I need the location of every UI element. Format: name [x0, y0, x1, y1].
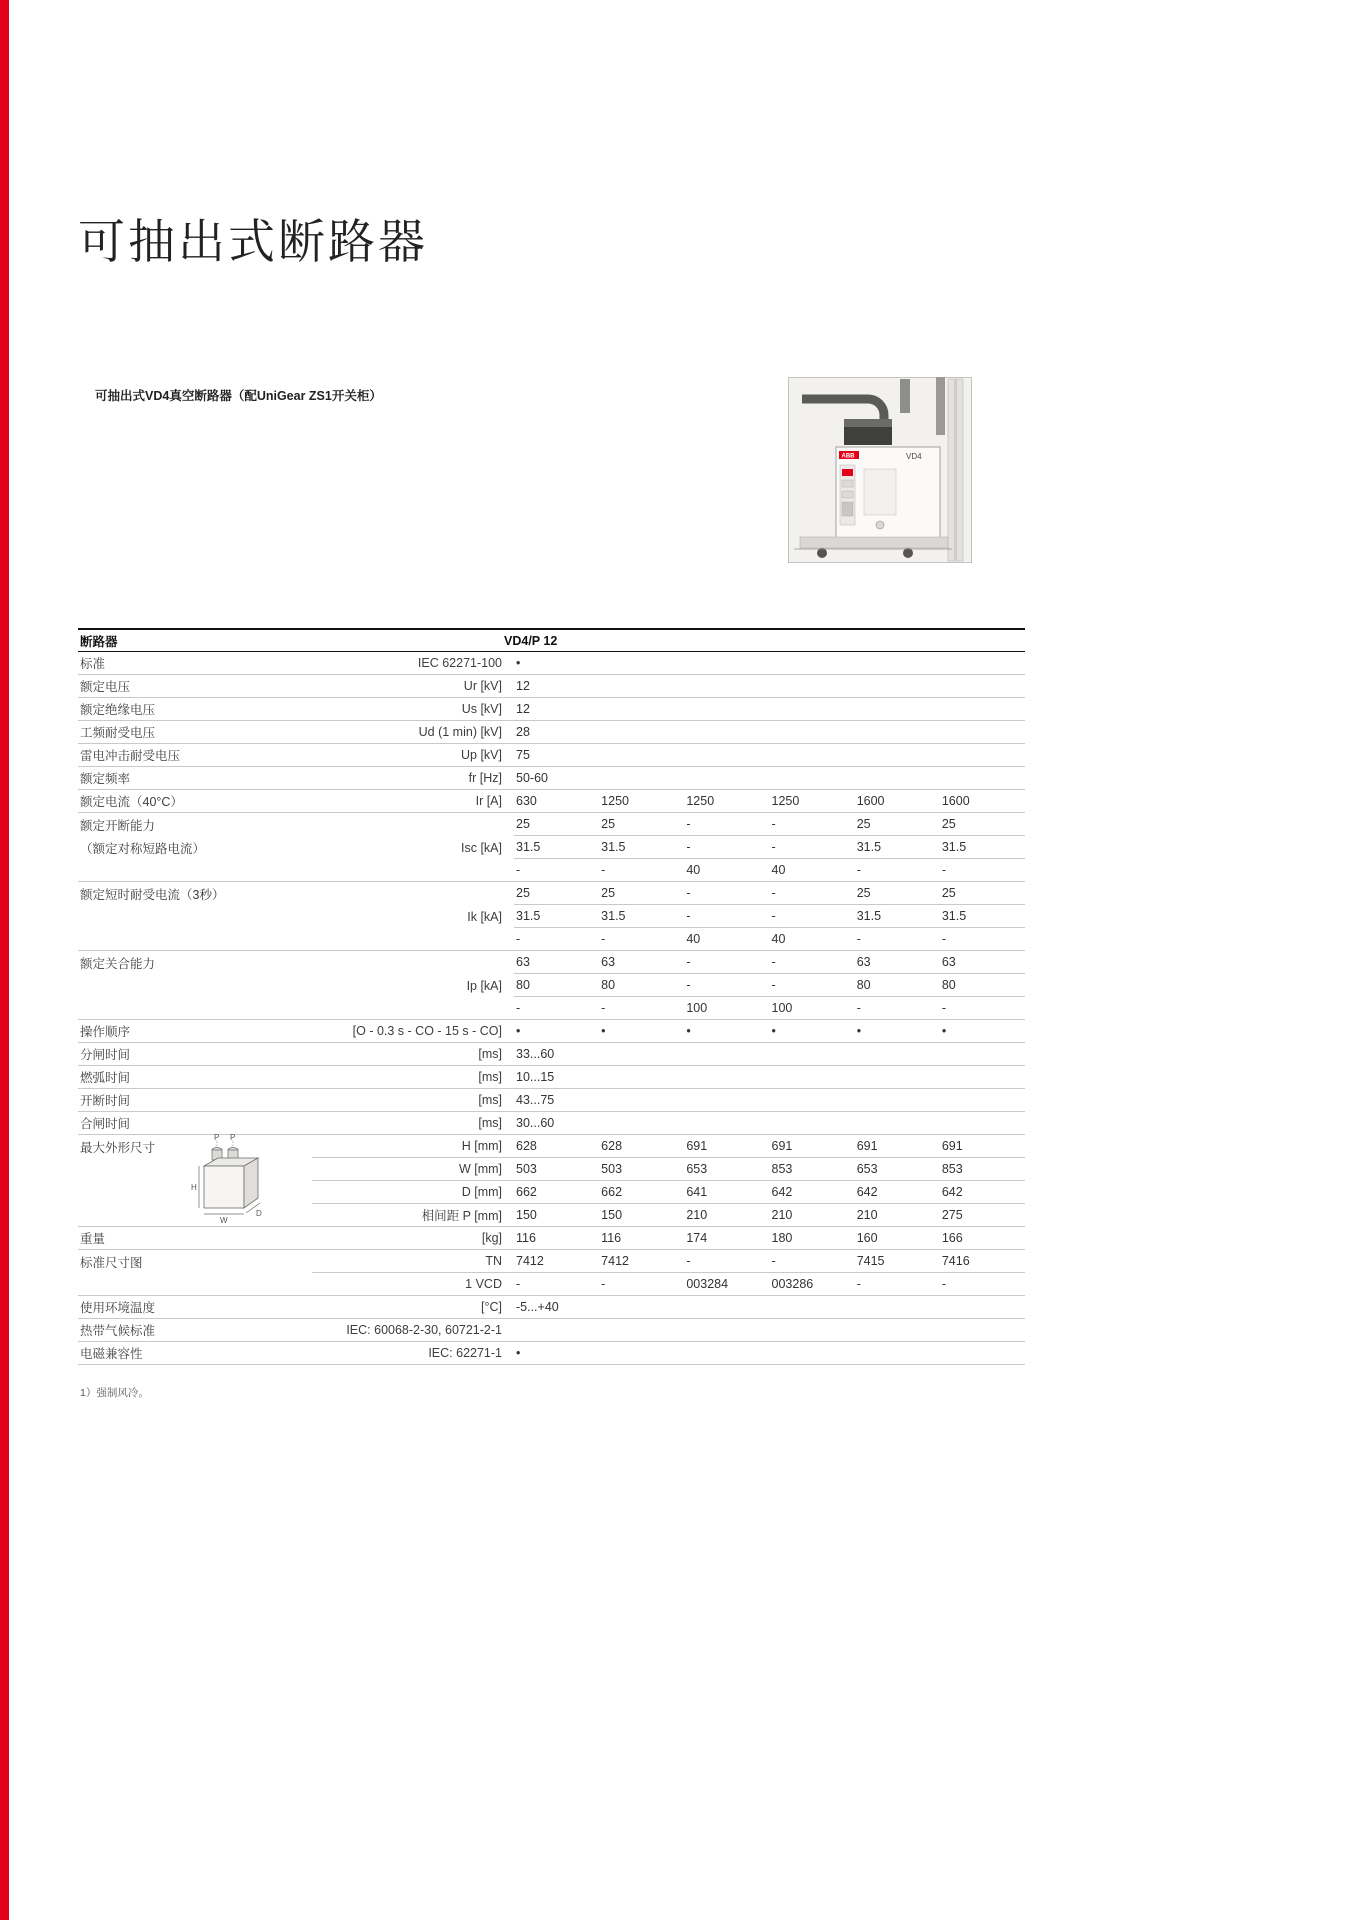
row-label: 额定频率: [78, 767, 312, 790]
row-label: 重量: [78, 1227, 312, 1250]
row-param: [312, 951, 514, 974]
table-row: [78, 790, 1025, 813]
row-value: 853: [941, 1162, 963, 1176]
row-values: [514, 675, 1025, 698]
row-value: 7412: [516, 1254, 544, 1268]
table-row: [78, 836, 1025, 859]
row-value: •: [941, 1024, 947, 1038]
row-values: [514, 1342, 1025, 1365]
row-value: 642: [856, 1185, 878, 1199]
row-value: 853: [771, 1162, 793, 1176]
table-row: [78, 928, 1025, 951]
row-values: [514, 721, 1025, 744]
row-value: 25: [856, 886, 871, 900]
row-value: -: [516, 1277, 521, 1291]
row-values: [514, 1296, 1025, 1319]
table-row: [78, 905, 1025, 928]
row-param: [ms]: [312, 1112, 514, 1135]
row-value: 628: [601, 1139, 623, 1153]
row-value: 80: [856, 978, 871, 992]
row-value: 653: [686, 1162, 708, 1176]
row-param: IEC: 60068-2-30, 60721-2-1: [312, 1319, 514, 1342]
row-label: [78, 905, 312, 928]
row-value: -: [601, 1277, 606, 1291]
table-header-model: VD4/P 12: [504, 633, 558, 648]
table-row: [78, 951, 1025, 974]
row-value: -: [686, 840, 691, 854]
row-value: 150: [516, 1208, 537, 1222]
row-value: 40: [686, 932, 701, 946]
row-value: 31.5: [601, 909, 626, 923]
row-values: [514, 698, 1025, 721]
row-value: -: [941, 932, 947, 946]
row-label: 额定开断能力: [80, 818, 156, 833]
product-image: [788, 377, 972, 563]
row-value: 80: [941, 978, 956, 992]
row-values: [514, 1204, 1025, 1227]
table-row: [78, 1043, 1025, 1066]
row-value: 25: [941, 817, 956, 831]
row-label: 额定绝缘电压: [78, 698, 312, 721]
row-value: 174: [686, 1231, 708, 1245]
row-value: 75: [516, 748, 530, 762]
row-values: [514, 1319, 1025, 1342]
row-value: 503: [516, 1162, 537, 1176]
table-row: [78, 721, 1025, 744]
row-param: [kg]: [312, 1227, 514, 1250]
row-values: [514, 928, 1025, 951]
table-row: [78, 1342, 1025, 1365]
table-rows: [78, 652, 1025, 1365]
row-value: -: [856, 863, 861, 877]
row-value: 641: [686, 1185, 708, 1199]
row-value: -: [686, 817, 691, 831]
row-value: -5...+40: [516, 1300, 559, 1314]
row-label: 工频耐受电压: [78, 721, 312, 744]
breaker-illustration: [788, 377, 972, 563]
row-value: 12: [516, 679, 530, 693]
row-param: [ms]: [312, 1066, 514, 1089]
row-value: 003286: [771, 1277, 814, 1291]
row-label: 热带气候标准: [78, 1319, 312, 1342]
row-value: 1250: [686, 794, 715, 808]
spec-table: [78, 628, 1025, 1365]
row-param: Ik [kA]: [467, 909, 502, 924]
row-value: -: [771, 909, 776, 923]
row-value: -: [856, 1277, 861, 1291]
row-value: 80: [516, 978, 530, 992]
row-param: Ur [kV]: [312, 675, 514, 698]
dim-w-label: W: [220, 1216, 228, 1224]
row-values: [514, 1250, 1025, 1273]
row-value: 662: [601, 1185, 623, 1199]
footnote: 1）强制风冷。: [80, 1387, 149, 1399]
row-values: [514, 767, 1025, 790]
row-label: [78, 997, 312, 1020]
row-param: H [mm]: [312, 1135, 514, 1158]
row-value: 40: [686, 863, 701, 877]
row-value: 691: [771, 1139, 793, 1153]
row-value: 160: [856, 1231, 878, 1245]
row-label: 合闸时间: [78, 1112, 312, 1135]
row-param: Us [kV]: [312, 698, 514, 721]
row-value: [514, 1319, 1025, 1341]
row-value: 003284: [686, 1277, 729, 1291]
row-values: [514, 1227, 1025, 1250]
table-row: [78, 997, 1025, 1020]
row-value: -: [771, 817, 776, 831]
row-value: -: [941, 863, 947, 877]
row-values: [514, 1043, 1025, 1066]
table-row: [78, 1250, 1025, 1273]
row-value: -: [601, 863, 606, 877]
row-value: 691: [686, 1139, 708, 1153]
table-row: [78, 767, 1025, 790]
row-value: 662: [516, 1185, 537, 1199]
row-value: •: [516, 1346, 521, 1360]
row-value: 1600: [856, 794, 885, 808]
row-param: [°C]: [312, 1296, 514, 1319]
table-header-label: 断路器: [80, 634, 118, 649]
table-row: [78, 1273, 1025, 1296]
row-values: [514, 1273, 1025, 1296]
row-label: 标准: [78, 652, 312, 675]
row-values: [514, 905, 1025, 928]
row-value: 116: [601, 1231, 622, 1245]
row-value: 1250: [771, 794, 800, 808]
table-header: [78, 628, 1025, 652]
row-param: 相间距 P [mm]: [312, 1204, 514, 1227]
row-value: 642: [941, 1185, 963, 1199]
row-value: -: [516, 1001, 521, 1015]
product-caption: 可抽出式VD4真空断路器（配UniGear ZS1开关柜）: [95, 389, 382, 403]
row-param: [312, 813, 514, 836]
row-value: -: [941, 1277, 947, 1291]
row-label: 最大外形尺寸: [80, 1140, 156, 1155]
row-param: Isc [kA]: [461, 840, 502, 855]
row-param: D [mm]: [312, 1181, 514, 1204]
row-value: -: [516, 932, 521, 946]
row-value: 691: [941, 1139, 963, 1153]
table-row: [78, 813, 1025, 836]
row-values: [514, 1020, 1025, 1043]
row-value: 7415: [856, 1254, 885, 1268]
row-value: -: [771, 840, 776, 854]
row-value: 31.5: [941, 840, 967, 854]
row-values: [514, 1089, 1025, 1112]
table-row: [78, 1319, 1025, 1342]
row-value: 642: [771, 1185, 793, 1199]
row-label: [78, 974, 312, 997]
row-value: -: [856, 1001, 861, 1015]
row-values: [514, 997, 1025, 1020]
row-value: -: [771, 886, 776, 900]
row-values: [514, 652, 1025, 675]
row-param: Ip [kA]: [466, 978, 502, 993]
row-values: [514, 790, 1025, 813]
row-value: 25: [516, 886, 530, 900]
model-label: VD4: [906, 452, 922, 461]
row-value: 31.5: [516, 909, 541, 923]
row-values: [514, 859, 1025, 882]
table-row: [78, 652, 1025, 675]
row-label: 电磁兼容性: [78, 1342, 312, 1365]
row-values: [514, 813, 1025, 836]
row-value: 31.5: [516, 840, 541, 854]
table-row: [78, 744, 1025, 767]
row-value: 63: [941, 955, 956, 969]
row-values: [514, 1158, 1025, 1181]
row-param: [312, 859, 514, 882]
row-label: 雷电冲击耐受电压: [78, 744, 312, 767]
row-value: 10...15: [516, 1070, 555, 1084]
row-param: W [mm]: [312, 1158, 514, 1181]
row-value: 30...60: [516, 1116, 555, 1130]
row-value: 150: [601, 1208, 623, 1222]
row-param: 1 VCD: [312, 1273, 514, 1296]
row-value: 31.5: [941, 909, 967, 923]
row-label: [78, 859, 312, 882]
row-value: 210: [686, 1208, 708, 1222]
row-value: 31.5: [856, 909, 882, 923]
left-accent-bar: [0, 0, 9, 1920]
row-label: [78, 928, 312, 951]
table-row: [78, 1227, 1025, 1250]
dim-d-label: D: [256, 1209, 262, 1218]
row-value: 12: [516, 702, 530, 716]
row-param: Ud (1 min) [kV]: [312, 721, 514, 744]
row-value: 180: [771, 1231, 793, 1245]
table-row: [78, 1296, 1025, 1319]
row-value: 25: [601, 886, 616, 900]
row-param: [ms]: [312, 1043, 514, 1066]
row-value: 1250: [601, 794, 629, 808]
row-value: 100: [771, 1001, 793, 1015]
table-row: [78, 1020, 1025, 1043]
table-row: [78, 859, 1025, 882]
row-value: 100: [686, 1001, 708, 1015]
dim-h-label: H: [191, 1183, 197, 1192]
row-value: 28: [516, 725, 530, 739]
row-param: Ir [A]: [312, 790, 514, 813]
row-value: 691: [856, 1139, 878, 1153]
row-value: -: [686, 955, 691, 969]
row-value: 275: [941, 1208, 963, 1222]
row-value: 31.5: [601, 840, 626, 854]
row-label: 额定短时耐受电流（3秒）: [80, 887, 225, 902]
row-param: [ms]: [312, 1089, 514, 1112]
row-value: 63: [601, 955, 616, 969]
dim-p1-label: P: [214, 1133, 220, 1142]
row-value: 7412: [601, 1254, 629, 1268]
row-value: •: [686, 1024, 691, 1038]
row-param: TN: [312, 1250, 514, 1273]
row-value: 653: [856, 1162, 878, 1176]
row-value: 63: [856, 955, 871, 969]
row-value: 7416: [941, 1254, 970, 1268]
row-values: [514, 744, 1025, 767]
row-value: 40: [771, 932, 786, 946]
row-value: 80: [601, 978, 616, 992]
row-values: [514, 882, 1025, 905]
row-value: -: [601, 1001, 606, 1015]
row-param: [312, 882, 514, 905]
row-value: -: [686, 909, 691, 923]
row-value: 63: [516, 955, 530, 969]
row-value: -: [686, 1254, 691, 1268]
row-value: 25: [601, 817, 616, 831]
row-param: fr [Hz]: [312, 767, 514, 790]
row-value: 503: [601, 1162, 623, 1176]
row-value: -: [686, 886, 691, 900]
row-label: 额定关合能力: [80, 956, 156, 971]
row-values: [514, 1135, 1025, 1158]
row-param: [312, 928, 514, 951]
row-value: •: [601, 1024, 606, 1038]
row-value: 628: [516, 1139, 537, 1153]
row-label: 额定电流（40°C）: [78, 790, 312, 813]
row-value: •: [856, 1024, 862, 1038]
row-label: （额定对称短路电流）: [80, 841, 206, 856]
row-value: 166: [941, 1231, 963, 1245]
row-value: 40: [771, 863, 786, 877]
row-value: 1600: [941, 794, 970, 808]
row-label: 标准尺寸图: [80, 1255, 143, 1270]
row-value: 50-60: [516, 771, 548, 785]
row-value: -: [771, 955, 776, 969]
row-value: 25: [516, 817, 530, 831]
row-value: •: [516, 656, 521, 670]
row-label: 额定电压: [78, 675, 312, 698]
row-value: 43...75: [516, 1093, 555, 1107]
row-param: [312, 997, 514, 1020]
row-value: -: [686, 978, 691, 992]
row-value: 630: [516, 794, 537, 808]
row-value: 25: [856, 817, 871, 831]
row-value: 31.5: [856, 840, 882, 854]
table-row: [78, 698, 1025, 721]
dimension-diagram: [190, 1132, 285, 1224]
row-value: •: [516, 1024, 521, 1038]
row-value: -: [941, 1001, 947, 1015]
row-label: 分闸时间: [78, 1043, 312, 1066]
row-param: IEC: 62271-1: [312, 1342, 514, 1365]
row-value: 210: [771, 1208, 793, 1222]
table-row: [78, 882, 1025, 905]
row-values: [514, 951, 1025, 974]
row-value: •: [771, 1024, 776, 1038]
row-values: [514, 836, 1025, 859]
row-value: -: [856, 932, 861, 946]
row-param: Up [kV]: [312, 744, 514, 767]
row-value: 116: [516, 1231, 536, 1245]
dim-p2-label: P: [230, 1133, 236, 1142]
row-value: 210: [856, 1208, 878, 1222]
row-value: -: [516, 863, 521, 877]
row-value: -: [771, 978, 776, 992]
row-values: [514, 974, 1025, 997]
row-value: -: [771, 1254, 776, 1268]
row-label: 开断时间: [78, 1089, 312, 1112]
brand-label: ABB: [841, 453, 855, 460]
row-value: 33...60: [516, 1047, 555, 1061]
row-label: 燃弧时间: [78, 1066, 312, 1089]
row-values: [514, 1112, 1025, 1135]
page-title: 可抽出式断路器: [78, 215, 428, 268]
row-param: IEC 62271-100: [312, 652, 514, 675]
table-row: [78, 974, 1025, 997]
table-row: [78, 675, 1025, 698]
table-row: [78, 1066, 1025, 1089]
row-value: -: [601, 932, 606, 946]
row-param: [O - 0.3 s - CO - 15 s - CO]: [312, 1020, 514, 1043]
row-label: 使用环境温度: [78, 1296, 312, 1319]
table-row: [78, 1089, 1025, 1112]
row-label: 操作顺序: [78, 1020, 312, 1043]
row-value: 25: [941, 886, 956, 900]
row-values: [514, 1066, 1025, 1089]
row-values: [514, 1181, 1025, 1204]
row-label: [78, 1273, 312, 1296]
